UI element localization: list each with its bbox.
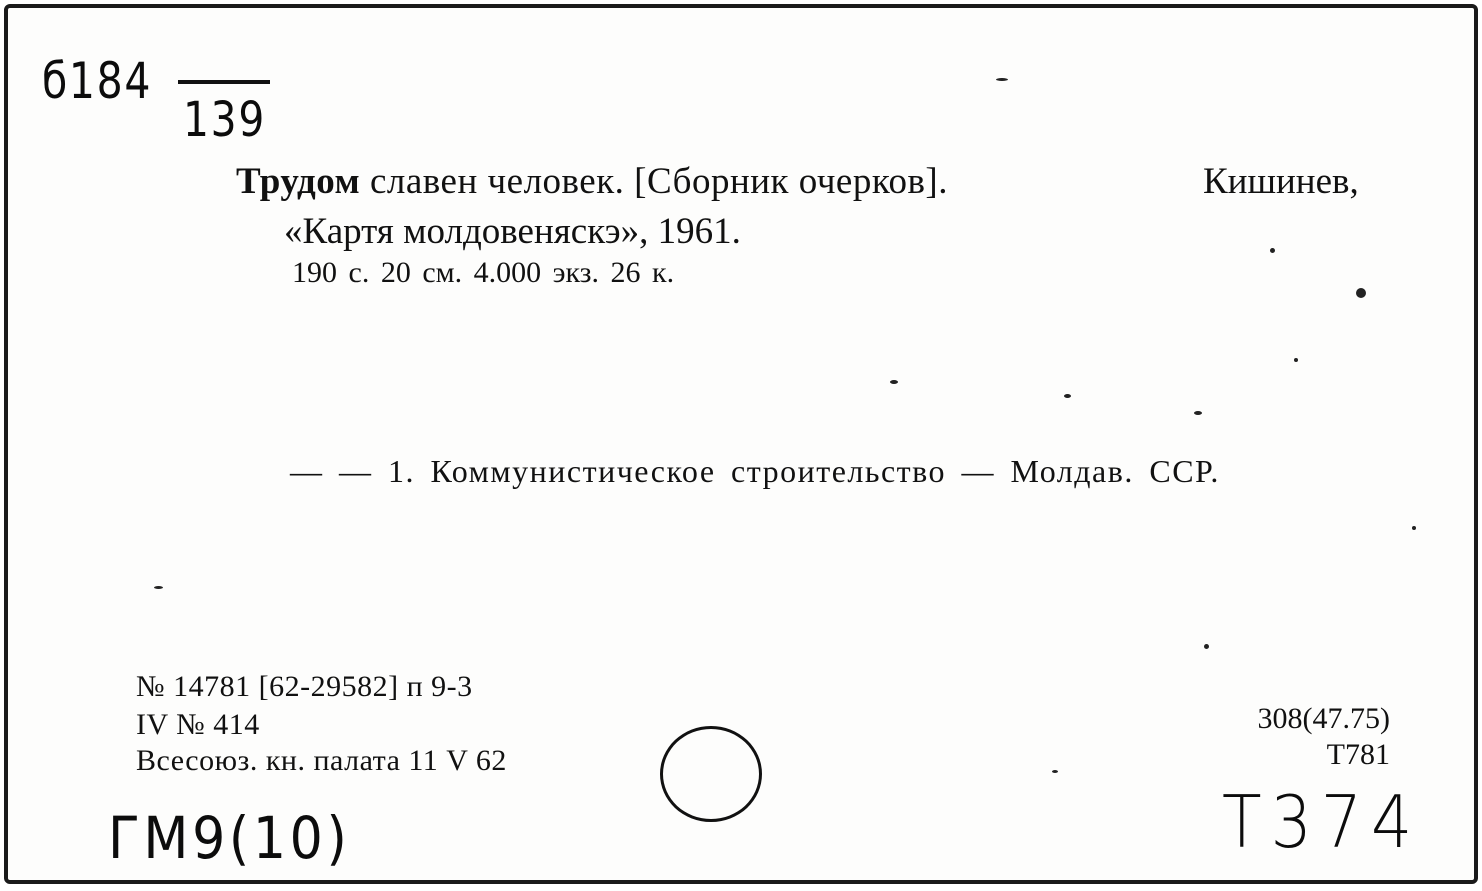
title-rest: славен человек. [Сборник очерков]. [360, 161, 948, 202]
scan-speck [154, 586, 163, 589]
scan-speck [1194, 411, 1202, 415]
catalog-card [4, 4, 1478, 884]
scan-speck [1052, 770, 1058, 773]
scan-speck [1356, 288, 1366, 298]
imprint-line-1: № 14781 [62-29582] п 9-3 [136, 670, 473, 703]
handwritten-call-number: ГМ9(10) [108, 804, 351, 872]
physical-description: 190 с. 20 см. 4.000 экз. 26 к. [292, 256, 675, 289]
handwritten-author-mark: Т374 [1222, 780, 1422, 864]
imprint-line-2: IV № 414 [136, 708, 260, 741]
scan-speck [1270, 248, 1275, 253]
scan-speck [1294, 358, 1298, 362]
scan-speck [996, 78, 1008, 81]
scan-speck [1204, 644, 1209, 649]
publication-place: Кишинев, [1203, 161, 1359, 202]
title-lead: Трудом [236, 161, 361, 202]
author-mark: Т781 [1326, 738, 1390, 771]
scan-speck [890, 380, 898, 384]
imprint-line-3: Всесоюз. кн. палата 11 V 62 [136, 744, 507, 777]
scan-speck [1412, 526, 1416, 530]
shelf-number: б184 [42, 52, 153, 110]
scan-speck [1064, 394, 1071, 398]
classification-code: 308(47.75) [1257, 702, 1390, 735]
shelf-fraction: 139 [183, 92, 266, 148]
subject-heading: — — 1. Коммунистическое строительство — Молдав. ССР. [290, 453, 1220, 489]
stamp-circle [660, 726, 762, 822]
shelf-fraction-rule [178, 80, 270, 84]
title-line [236, 160, 948, 203]
publisher-line: «Картя молдовеняскэ», 1961. [284, 211, 741, 252]
